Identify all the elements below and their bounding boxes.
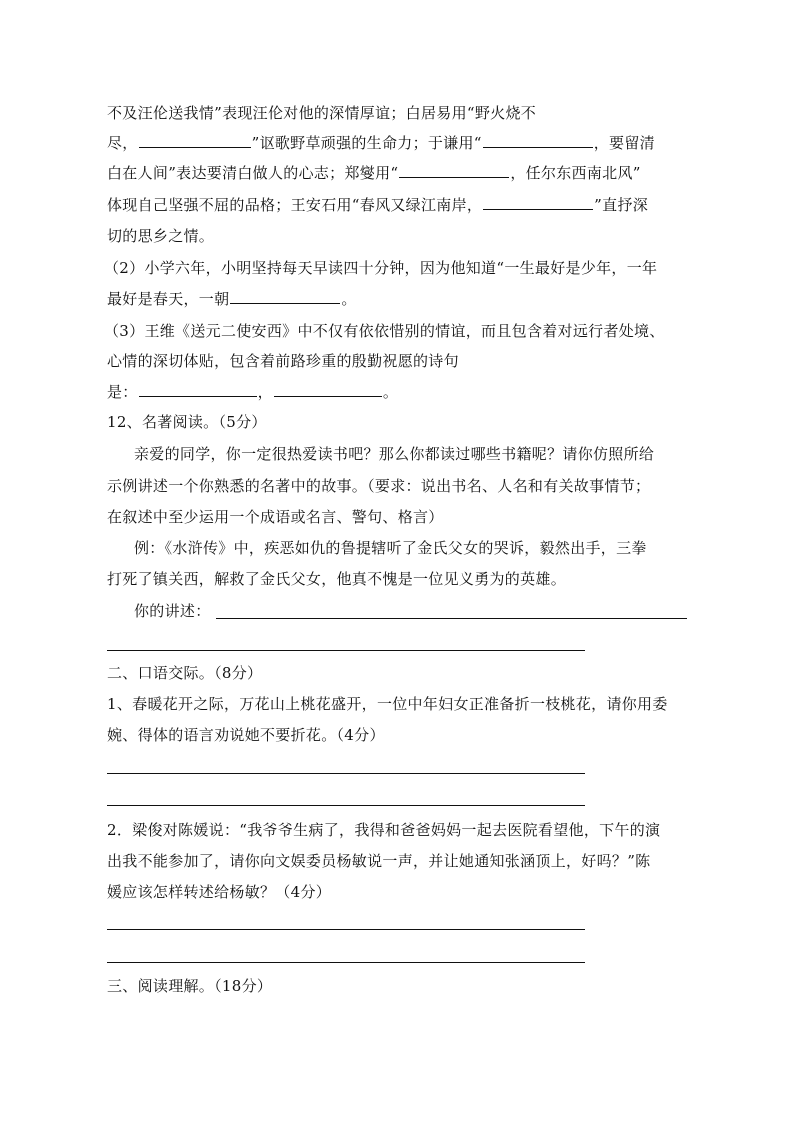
text-segment: 尽， <box>107 134 138 152</box>
answer-line[interactable] <box>107 650 585 651</box>
text-line <box>107 195 648 215</box>
text-segment: ”直抒深 <box>594 196 649 214</box>
text-line <box>107 382 398 402</box>
text-line: 不及汪伦送我情”表现汪伦对他的深情厚谊；白居易用“野火烧不 <box>107 104 537 122</box>
text-line <box>107 133 655 153</box>
section-heading: 三、阅读理解。（18分） <box>107 977 273 995</box>
text-segment: 最好是春天，一朝 <box>107 290 230 308</box>
text-segment: 。 <box>382 383 399 401</box>
answer-blank[interactable] <box>483 133 593 148</box>
text-segment: ，要留清 <box>593 134 655 152</box>
answer-blank[interactable] <box>399 163 509 178</box>
text-line: 出我不能参加了，请你向文娱委员杨敏说一声，并让她通知张涵顶上，好吗？”陈 <box>107 852 651 870</box>
text-line: 1、春暖花开之际，万花山上桃花盛开，一位中年妇女正准备折一枝桃花，请你用委 <box>107 695 668 713</box>
text-line: （2）小学六年，小明坚持每天早读四十分钟，因为他知道“一生最好是少年，一年 <box>104 259 658 277</box>
text-segment: 是： <box>107 383 138 401</box>
answer-blank[interactable] <box>139 382 257 397</box>
text-line <box>107 289 357 309</box>
section-heading: 12、名著阅读。（5分） <box>107 413 267 431</box>
answer-line[interactable] <box>216 618 687 619</box>
text-line: 例：《水浒传》中，疾恶如仇的鲁提辖听了金氏父女的哭诉，毅然出手，三拳 <box>134 539 647 557</box>
text-line: 媛应该怎样转述给杨敏？（4分） <box>107 883 332 901</box>
text-line: 亲爱的同学，你一定很热爱读书吧？那么你都读过哪些书籍呢？请你仿照所给 <box>134 445 655 463</box>
text-line: 切的思乡之情。 <box>107 227 215 245</box>
text-segment: ， <box>257 383 273 401</box>
text-segment: 。 <box>341 290 357 308</box>
answer-blank[interactable] <box>230 289 340 304</box>
text-line: 在叙述中至少运用一个成语或名言、警句、格言） <box>107 508 444 526</box>
text-line: 你的讲述： <box>134 602 211 620</box>
answer-blank[interactable] <box>274 382 382 397</box>
text-line: 示例讲述一个你熟悉的名著中的故事。（要求：说出书名、人名和有关故事情节； <box>107 477 651 495</box>
answer-line[interactable] <box>107 773 585 774</box>
text-line: 婉、得体的语言劝说她不要折花。（4分） <box>107 726 385 744</box>
text-line: （3）王维《送元二使安西》中不仅有依依惜别的情谊，而且包含着对远行者处境、 <box>104 322 665 340</box>
text-line <box>107 163 641 183</box>
text-line: 心情的深切体贴，包含着前路珍重的殷勤祝愿的诗句 <box>107 352 459 370</box>
answer-blank[interactable] <box>483 195 593 210</box>
section-heading: 二、口语交际。（8分） <box>107 664 263 682</box>
answer-blank[interactable] <box>139 133 251 148</box>
text-segment: 白在人间”表达要清白做人的心志；郑燮用“ <box>107 164 399 182</box>
text-segment: ，任尔东西南北风” <box>510 164 641 182</box>
answer-line[interactable] <box>107 805 585 806</box>
answer-line[interactable] <box>107 929 585 930</box>
text-line: 打死了镇关西，解救了金氏父女，他真不愧是一位见义勇为的英雄。 <box>107 570 567 588</box>
text-line: 2．梁俊对陈媛说：“我爷爷生病了，我得和爸爸妈妈一起去医院看望他，下午的演 <box>107 821 661 839</box>
text-segment: ”讴歌野草顽强的生命力；于谦用“ <box>251 134 482 152</box>
text-segment: 体现自己坚强不屈的品格；王安石用“春风又绿江南岸， <box>107 196 483 214</box>
answer-line[interactable] <box>107 962 585 963</box>
